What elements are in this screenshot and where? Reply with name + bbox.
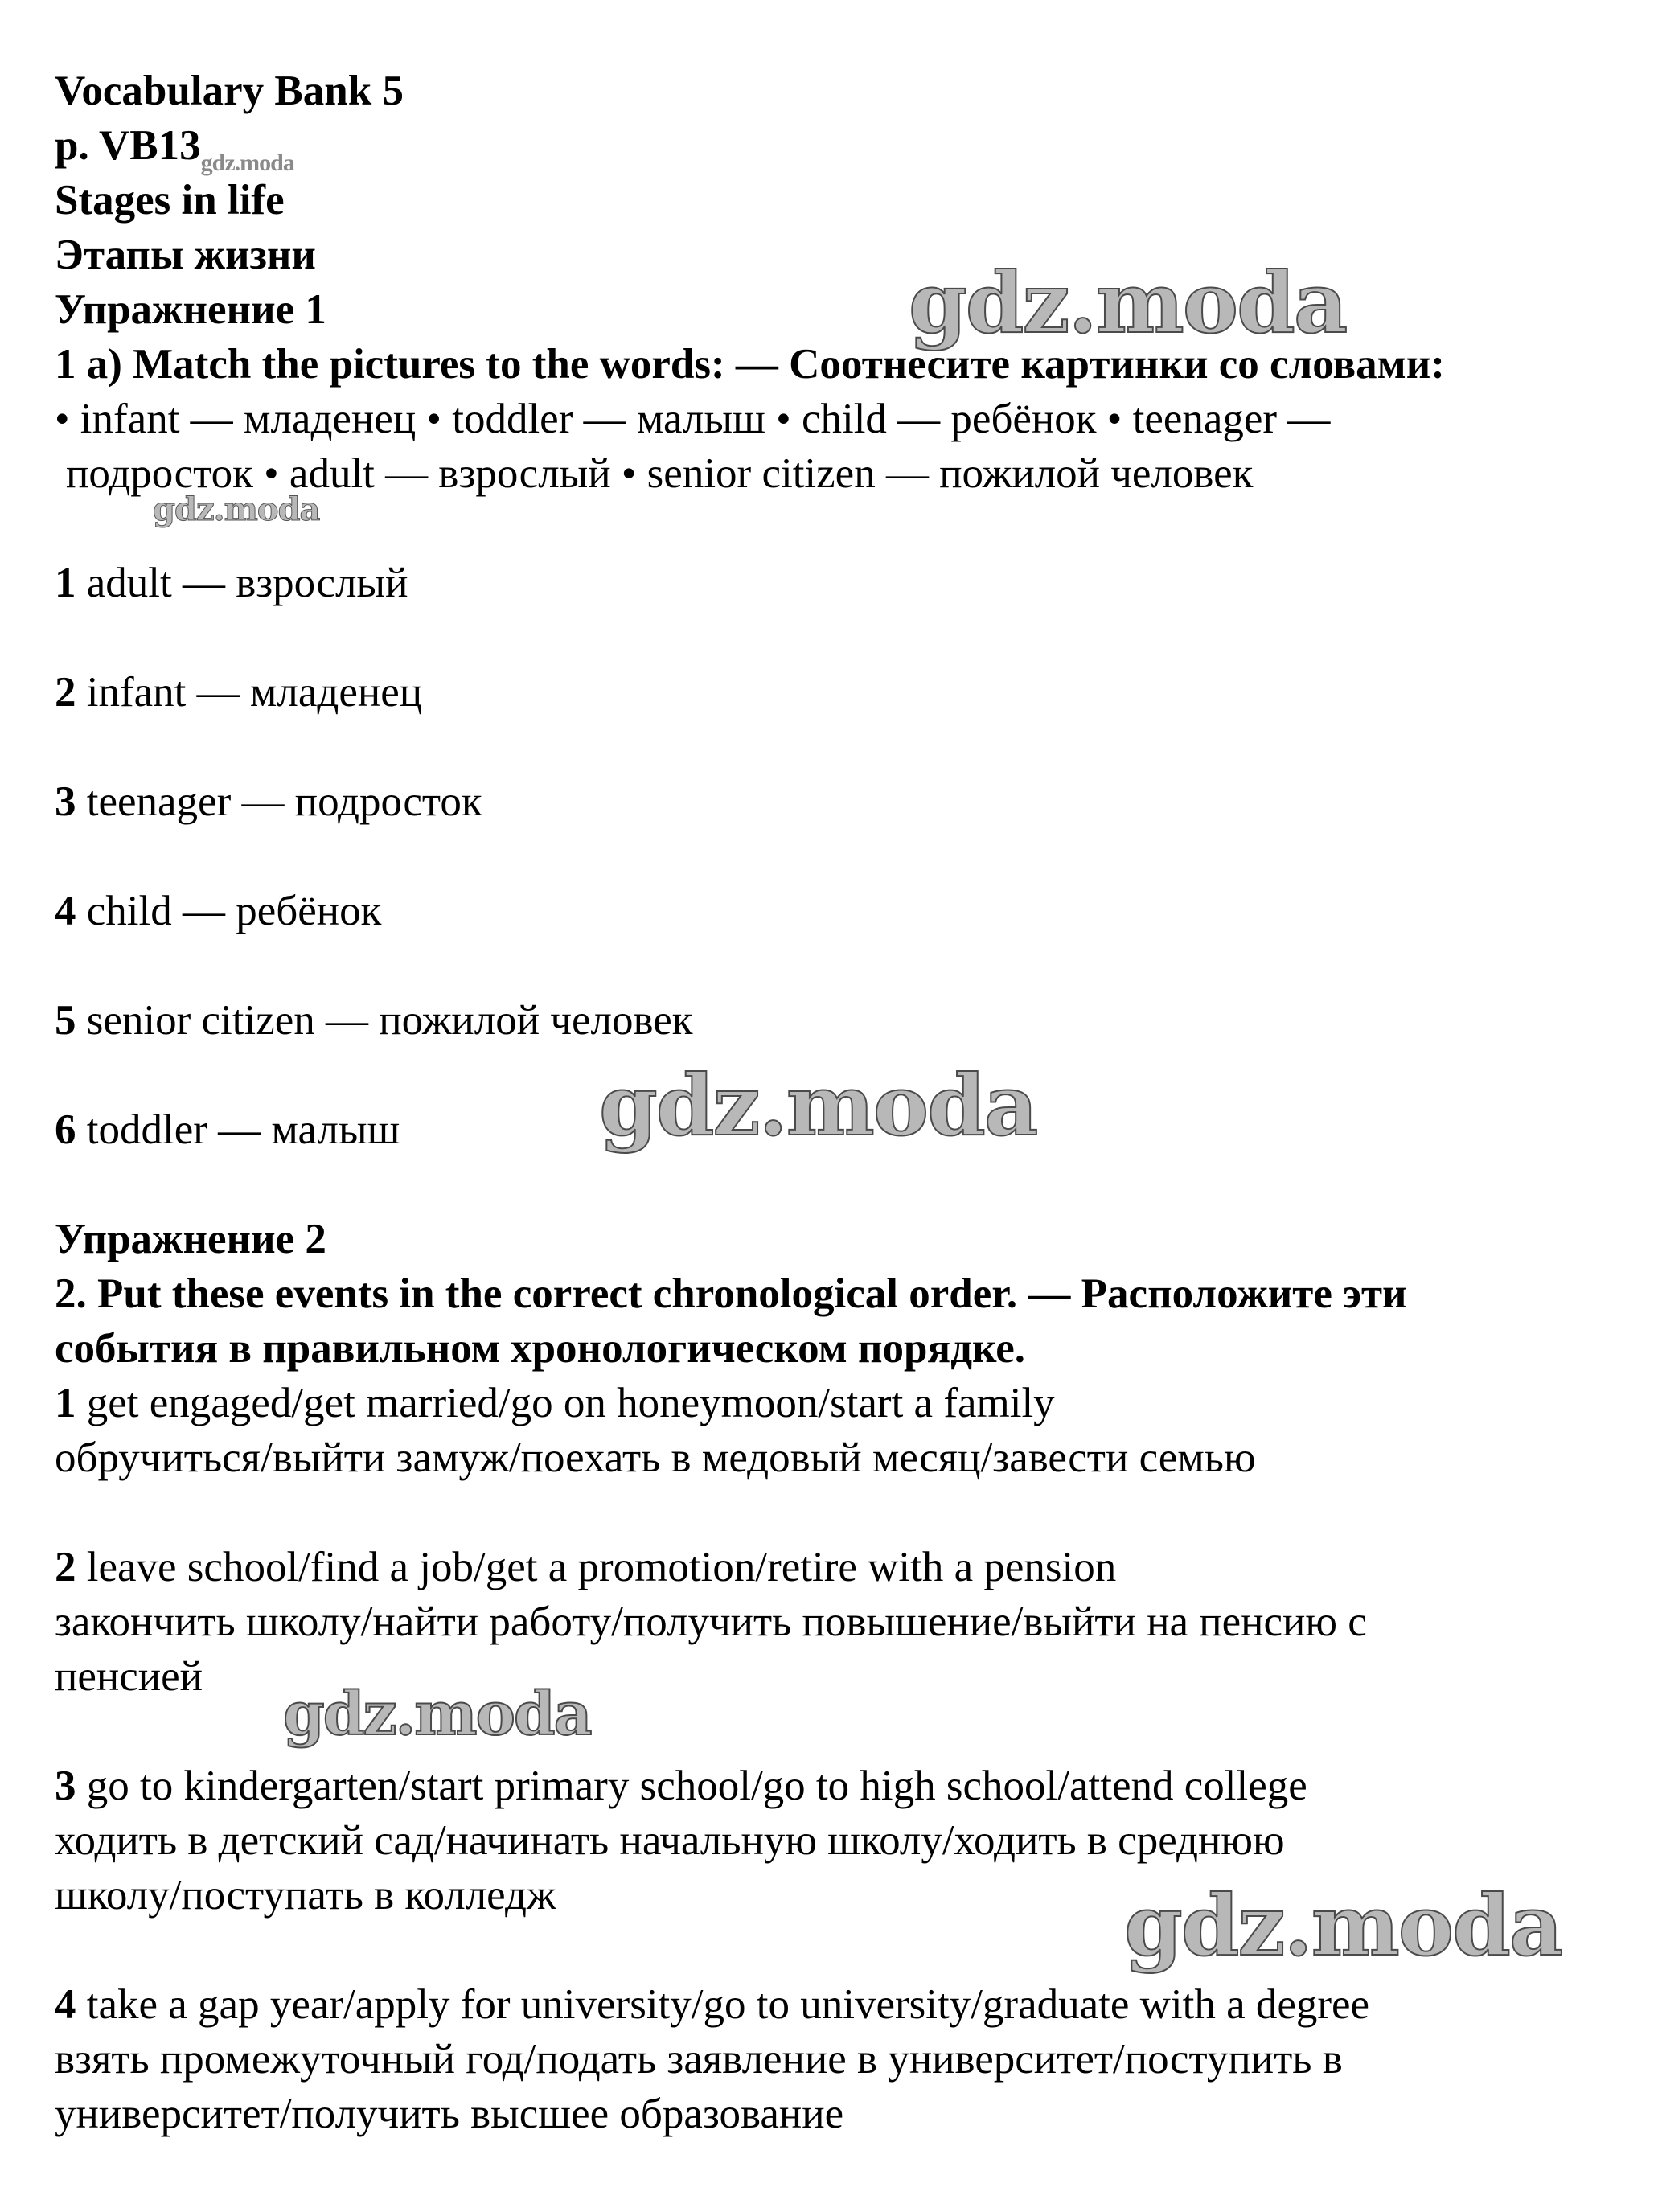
event-2-ru-line-2: пенсией xyxy=(55,1653,203,1700)
event-3-en: 3 go to kindergarten/start primary school/go to high school/attend college xyxy=(55,1763,1307,1809)
answer-2: 2 infant — младенец xyxy=(55,669,423,716)
answer-1: 1 adult — взрослый xyxy=(55,560,408,606)
topic-title-ru: Этапы жизни xyxy=(55,232,316,278)
event-3-ru-line-1: ходить в детский сад/начинать начальную школу/ходить в среднюю xyxy=(55,1817,1285,1864)
event-4-en: 4 take a gap year/apply for university/go to university/graduate with a degree xyxy=(55,1981,1370,2028)
document-title: Vocabulary Bank 5 xyxy=(55,68,404,114)
exercise-2-task-line-1: 2. Put these events in the correct chronological order. — Расположите эти xyxy=(55,1270,1407,1317)
topic-title-en: Stages in life xyxy=(55,177,285,224)
event-4-ru-line-2: университет/получить высшее образование xyxy=(55,2091,844,2137)
answer-4: 4 child — ребёнок xyxy=(55,888,382,934)
watermark-inline: gdz.moda xyxy=(200,150,294,176)
event-3-ru-line-2: школу/поступать в колледж xyxy=(55,1872,556,1919)
exercise-1-heading: Упражнение 1 xyxy=(55,286,326,333)
answer-5: 5 senior citizen — пожилой человек xyxy=(55,997,693,1044)
watermark-3: gdz.moda xyxy=(599,1056,1037,1155)
exercise-2-task-line-2: события в правильном хронологическом порядке. xyxy=(55,1325,1025,1372)
event-1-en: 1 get engaged/get married/go on honeymoon/start a family xyxy=(55,1380,1055,1426)
event-2-ru-line-1: закончить школу/найти работу/получить повышение/выйти на пенсию с xyxy=(55,1598,1367,1645)
event-4-ru-line-1: взять промежуточный год/подать заявление в университет/поступить в xyxy=(55,2036,1343,2083)
event-1-ru: обручиться/выйти замуж/поехать в медовый месяц/завести семью xyxy=(55,1434,1256,1481)
word-list-line-1: • infant — младенец • toddler — малыш • child — ребёнок • teenager — xyxy=(55,396,1331,442)
watermark-1: gdz.moda xyxy=(909,253,1347,352)
word-list-line-2: подросток • adult — взрослый • senior citizen — пожилой человек xyxy=(66,450,1254,497)
page-number: p. VB13 xyxy=(55,122,201,169)
answer-6: 6 toddler — малыш xyxy=(55,1106,400,1153)
event-2-en: 2 leave school/find a job/get a promotion/retire with a pension xyxy=(55,1544,1117,1590)
answer-3: 3 teenager — подросток xyxy=(55,778,482,825)
watermark-2: gdz.moda xyxy=(153,490,320,528)
watermark-4: gdz.moda xyxy=(283,1680,591,1749)
exercise-1-task: 1 a) Match the pictures to the words: — Соотнесите картинки со словами: xyxy=(55,341,1445,388)
exercise-2-heading: Упражнение 2 xyxy=(55,1216,326,1262)
watermark-5: gdz.moda xyxy=(1124,1876,1562,1975)
